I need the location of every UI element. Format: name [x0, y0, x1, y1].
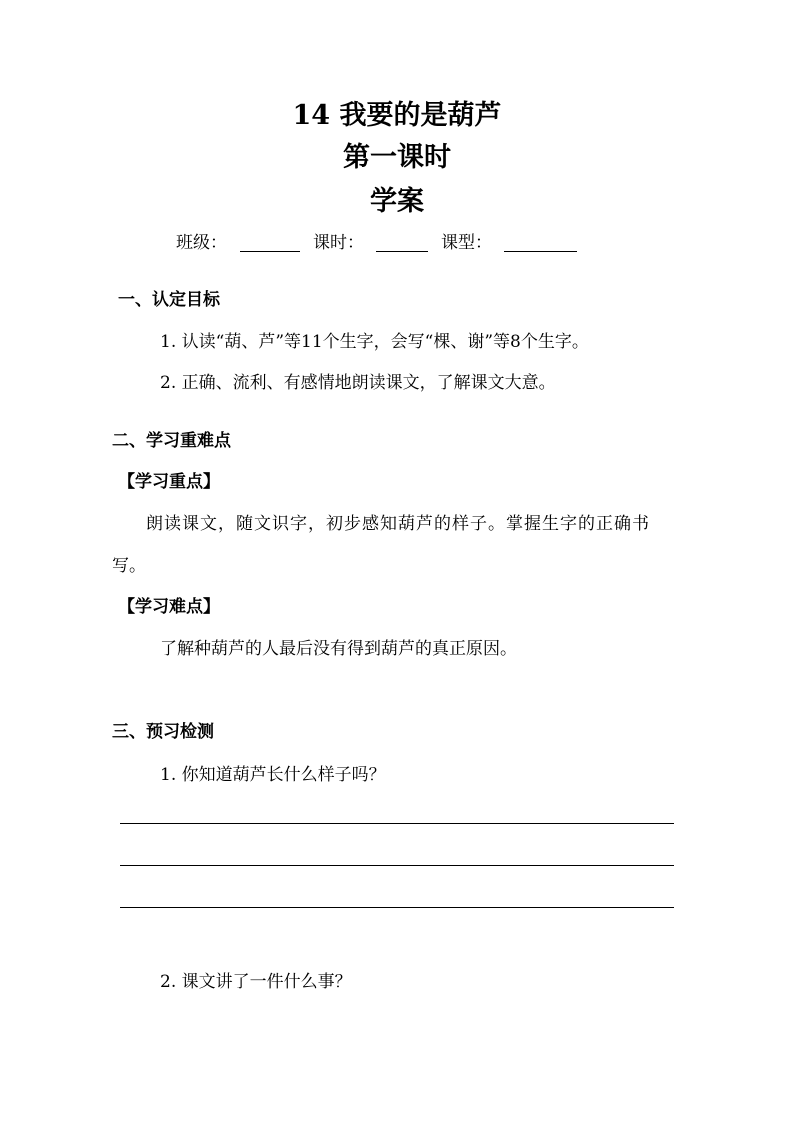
lesson-blank[interactable]	[376, 251, 428, 252]
focus-subheading: 【学习重点】	[118, 472, 220, 492]
focus-text-continued: 写。	[112, 556, 146, 576]
answer-line[interactable]	[120, 907, 674, 908]
section-heading-preview-check: 三、预习检测	[112, 722, 214, 742]
goal-item: 1. 认读“葫、芦”等11个生字，会写“棵、谢”等8个生字。	[160, 332, 589, 352]
info-row	[176, 229, 596, 257]
lesson-label: 课时：	[313, 233, 364, 253]
class-label: 班级：	[176, 233, 227, 253]
lesson-type-label: 课型：	[441, 233, 492, 253]
class-blank[interactable]	[240, 251, 300, 252]
difficulty-subheading: 【学习难点】	[118, 597, 220, 617]
focus-text: 朗读课文，随文识字，初步感知葫芦的样子。掌握生字的正确书	[146, 514, 650, 534]
question-1: 1. 你知道葫芦长什么样子吗？	[160, 765, 386, 785]
section-heading-key-points: 二、学习重难点	[112, 431, 231, 451]
section-heading-goals: 一、认定目标	[118, 290, 220, 310]
lesson-period: 第一课时	[343, 142, 451, 173]
goal-item: 2. 正确、流利、有感情地朗读课文，了解课文大意。	[160, 373, 556, 393]
question-2: 2. 课文讲了一件什么事？	[160, 972, 352, 992]
lesson-title: 14 我要的是葫芦	[292, 100, 502, 131]
answer-line[interactable]	[120, 823, 674, 824]
difficulty-text: 了解种葫芦的人最后没有得到葫芦的真正原因。	[160, 639, 517, 659]
document-type: 学案	[370, 186, 424, 217]
answer-line[interactable]	[120, 865, 674, 866]
lesson-type-blank[interactable]	[504, 251, 577, 252]
